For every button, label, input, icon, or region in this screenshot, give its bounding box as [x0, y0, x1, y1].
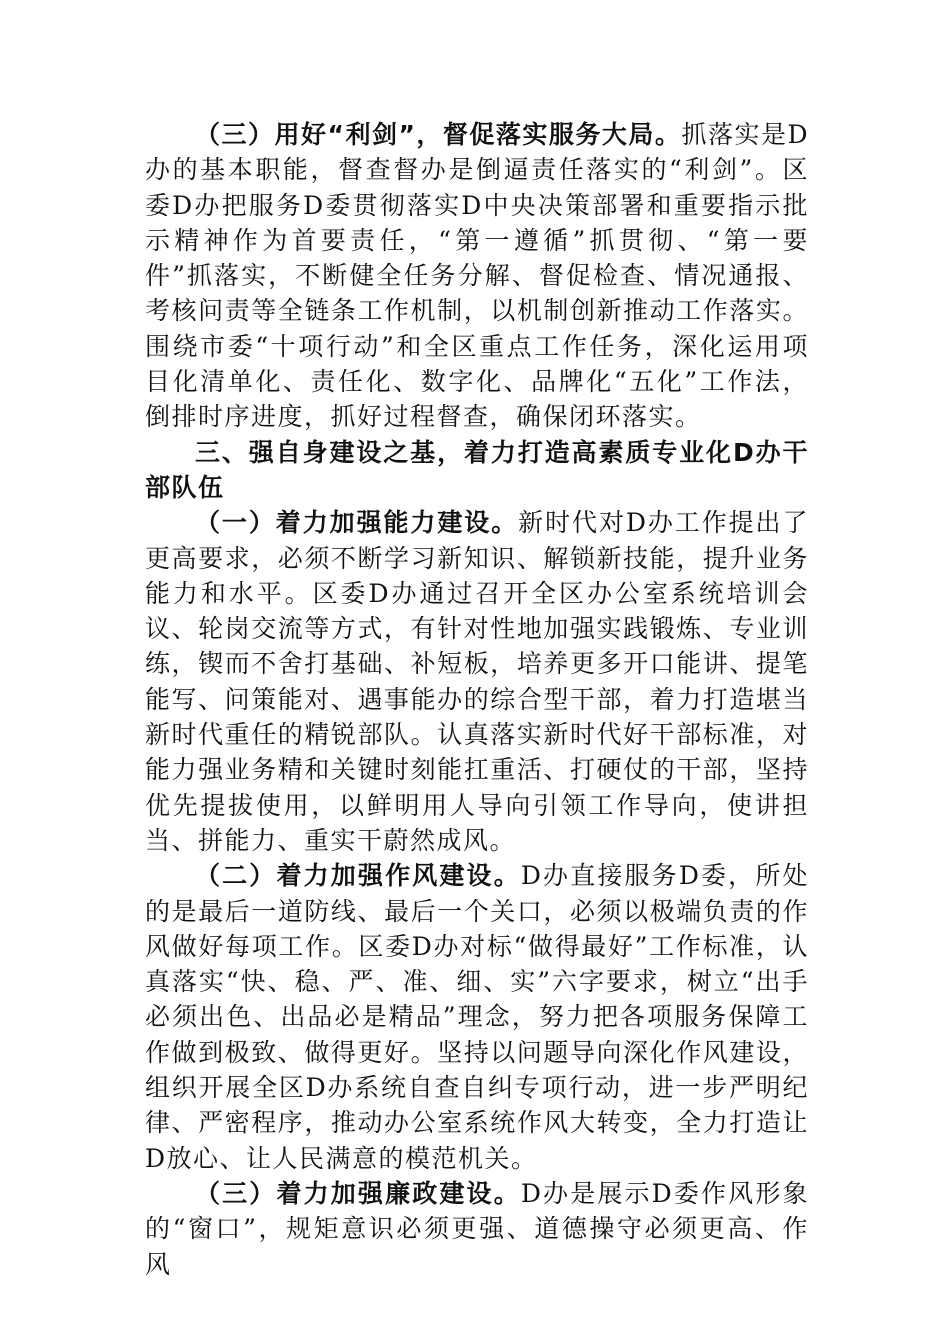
paragraph-lead: （一）着力加强能力建设。 [195, 508, 519, 538]
paragraph-lead: （三）着力加强廉政建设。 [195, 1178, 521, 1208]
paragraph-body: D办是展示D委作风形象的“窗口”，规矩意识必须更强、道德操守必须更高、作风 [145, 1178, 809, 1279]
paragraph-body: 抓落实是D办的基本职能，督查督办是倒逼责任落实的“利剑”。区委D办把服务D委贯彻落实D中央决策部署和重要指示批示精神作为首要责任，“第一遵循”抓贯彻、“第一要件”抓落实，不断健全任务分解、督促检查、情况通报、考核问责等全链条工作机制，以机制创新推动工作落实。围绕市委“十项行动”和全区重点工作任务，深化运用项目化清单化、责任化、数字化、品牌化“五化”工作法，倒排时序进度，抓好过程督查，确保闭环落实。 [145, 120, 809, 432]
paragraph-body: D办直接服务D委，所处的是最后一道防线、最后一个关口，必须以极端负责的作风做好每项工作。区委D办对标“做得最好”工作标准，认真落实“快、稳、严、准、细、实”六字要求，树立“出手必须出色、出品必是精品”理念，努力把各项服务保障工作做到极致、做得更好。坚持以问题导向深化作风建设，组织开展全区D办系统自查自纠专项行动，进一步严明纪律、严密程序，推动办公室系统作风大转变，全力打造让D放心、让人民满意的模范机关。 [145, 861, 809, 1173]
document-page [145, 117, 809, 1282]
paragraph-lead: （三）用好“利剑”，督促落实服务大局。 [195, 120, 682, 149]
paragraph-ability [145, 505, 809, 858]
section-heading: 三、强自身建设之基，着力打造高素质专业化D办干部队伍 [145, 437, 809, 502]
paragraph-style [145, 858, 809, 1176]
paragraph-integrity [145, 1176, 809, 1282]
paragraph-lead: （二）着力加强作风建设。 [195, 861, 521, 891]
paragraph-supervision [145, 117, 809, 435]
paragraph-body: 新时代对D办工作提出了更高要求，必须不断学习新知识、解锁新技能，提升业务能力和水平。区委D办通过召开全区办公室系统培训会议、轮岗交流等方式，有针对性地加强实践锻炼、专业训练，锲而不舍打基础、补短板，培养更多开口能讲、提笔能写、问策能对、遇事能办的综合型干部，着力打造堪当新时代重任的精锐部队。认真落实新时代好干部标准，对能力强业务精和关键时刻能扛重活、打硬仗的干部，坚持优先提拔使用，以鲜明用人导向引领工作导向，使讲担当、拼能力、重实干蔚然成风。 [145, 508, 809, 855]
